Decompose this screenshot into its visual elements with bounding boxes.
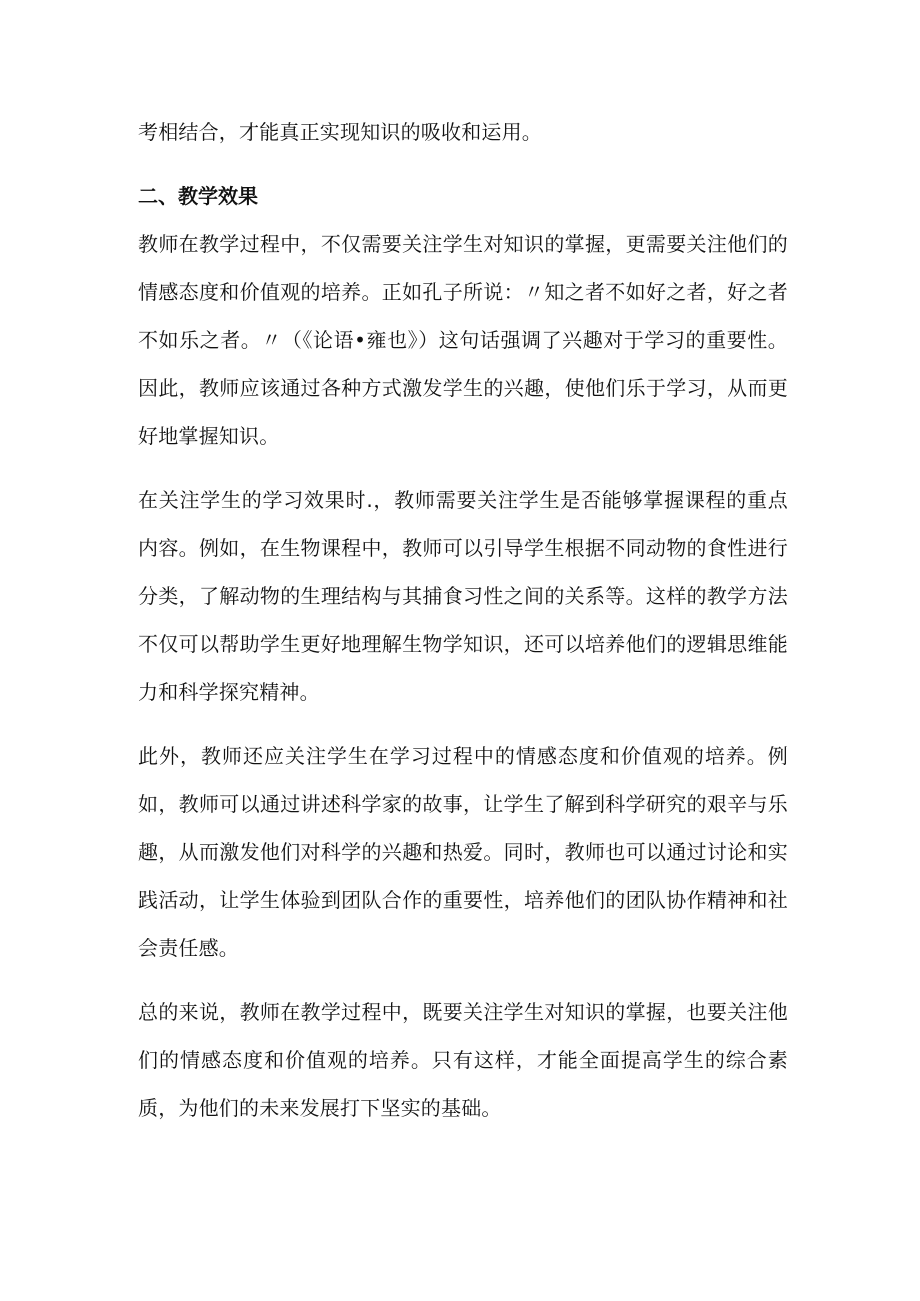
document-page [138,108,788,1132]
paragraph-4: 总的来说，教师在教学过程中，既要关注学生对知识的掌握，也要关注他们的情感态度和价值观的培养。只有这样，才能全面提高学生的综合素质，为他们的未来发展打下坚实的基础。 [138,1000,788,1120]
intro-paragraph-tail: 考相结合，才能真正实现知识的吸收和运用。 [138,120,542,144]
paragraph-3: 此外，教师还应关注学生在学习过程中的情感态度和价值观的培养。例如，教师可以通过讲述科学家的故事，让学生了解到科学研究的艰辛与乐趣，从而激发他们对科学的兴趣和热爱。同时，教师也可以通过讨论和实践活动，让学生体验到团队合作的重要性，培养他们的团队协作精神和社会责任感。 [138,744,788,960]
paragraph-1: 教师在教学过程中，不仅需要关注学生对知识的掌握，更需要关注他们的情感态度和价值观的培养。正如孔子所说：〃知之者不如好之者，好之者不如乐之者。〃（《论语•雍也》）这句话强调了兴趣对于学习的重要性。因此，教师应该通过各种方式激发学生的兴趣，使他们乐于学习，从而更好地掌握知识。 [138,232,788,448]
section-heading: 二、教学效果 [138,184,258,208]
paragraph-2: 在关注学生的学习效果时.，教师需要关注学生是否能够掌握课程的重点内容。例如，在生物课程中，教师可以引导学生根据不同动物的食性进行分类，了解动物的生理结构与其捕食习性之间的关系等。这样的教学方法不仅可以帮助学生更好地理解生物学知识，还可以培养他们的逻辑思维能力和科学探究精神。 [138,488,788,704]
